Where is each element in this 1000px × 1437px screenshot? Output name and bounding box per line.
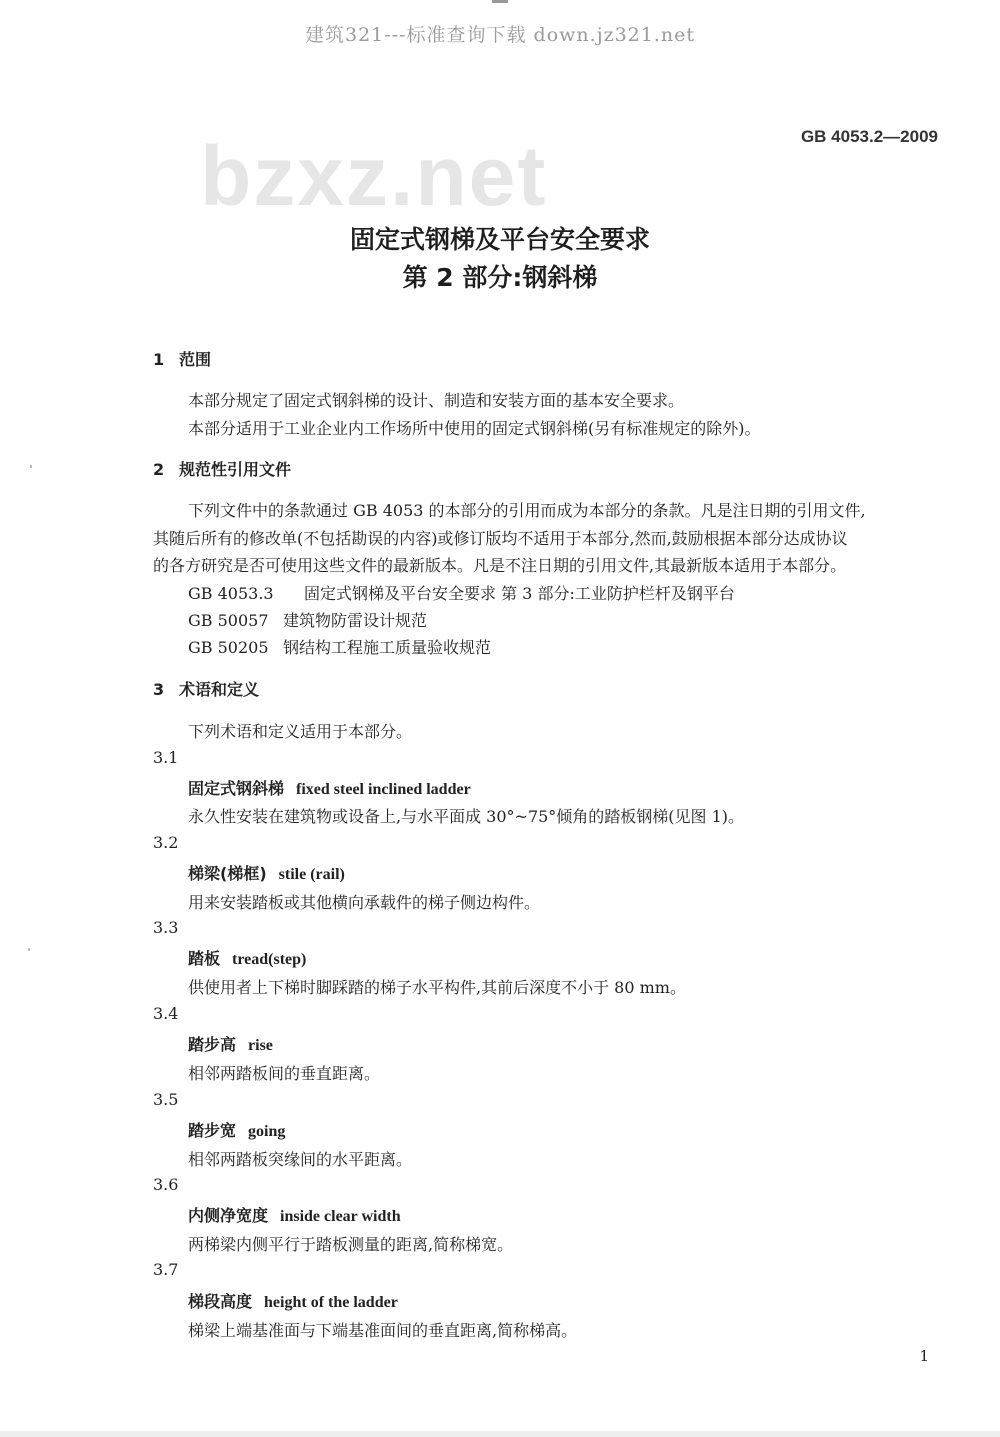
- term-definition: 梯梁上端基准面与下端基准面间的垂直距离,简称梯高。: [188, 1321, 578, 1340]
- clause-number: 3.3: [153, 918, 179, 937]
- scan-mark: [492, 0, 508, 3]
- term-definition: 相邻两踏板间的垂直距离。: [188, 1064, 381, 1083]
- section-title: 范围: [179, 350, 212, 369]
- term-chinese: 踏步宽: [188, 1121, 237, 1140]
- term-entry: [188, 946, 306, 969]
- reference-title: 固定式钢梯及平台安全要求 第 3 部分:工业防护栏杆及钢平台: [304, 584, 735, 603]
- section-number: 1: [153, 350, 165, 369]
- term-definition: 两梯梁内侧平行于踏板测量的距离,简称梯宽。: [188, 1235, 514, 1254]
- section-1-paragraph-2: 本部分适用于工业企业内工作场所中使用的固定式钢斜梯(另有标准规定的除外)。: [188, 419, 761, 438]
- reference-row: [188, 608, 427, 631]
- term-chinese: 内侧净宽度: [188, 1206, 269, 1225]
- term-definition: 用来安装踏板或其他横向承载件的梯子侧边构件。: [188, 893, 541, 912]
- clause-number: 3.1: [153, 748, 179, 767]
- term-english: rise: [248, 1037, 273, 1054]
- section-1-heading: [153, 347, 211, 370]
- scan-speck: [28, 948, 30, 951]
- watermark: bzxz.net: [200, 129, 548, 223]
- clause-number: 3.4: [153, 1004, 179, 1023]
- section-2-heading: [153, 457, 291, 480]
- section-3-intro: 下列术语和定义适用于本部分。: [188, 722, 413, 741]
- reference-row: [188, 635, 491, 658]
- term-english: going: [248, 1123, 286, 1140]
- term-entry: [188, 776, 471, 799]
- standard-number: GB 4053.2—2009: [800, 127, 938, 146]
- clause-number: 3.2: [153, 833, 179, 852]
- term-definition: 相邻两踏板突缘间的水平距离。: [188, 1150, 413, 1169]
- section-number: 2: [153, 460, 165, 479]
- page-bottom-edge: [0, 1431, 1000, 1437]
- term-entry: [188, 1289, 398, 1312]
- section-2-paragraph-line-3: 的各方研究是否可使用这些文件的最新版本。凡是不注日期的引用文件,其最新版本适用于本部分。: [153, 556, 847, 575]
- term-chinese: 梯段高度: [188, 1292, 253, 1311]
- term-entry: [188, 1032, 273, 1055]
- document-title: 固定式钢梯及平台安全要求: [349, 225, 650, 254]
- term-english: stile (rail): [278, 866, 345, 883]
- page-number: 1: [919, 1347, 929, 1365]
- section-number: 3: [153, 680, 165, 699]
- term-chinese: 踏板: [188, 949, 221, 968]
- term-chinese: 梯梁(梯框): [188, 864, 267, 883]
- section-3-heading: [153, 677, 259, 700]
- term-definition: 供使用者上下梯时脚踩踏的梯子水平构件,其前后深度不小于 80 mm。: [188, 978, 686, 997]
- term-chinese: 踏步高: [188, 1035, 237, 1054]
- reference-row: [188, 581, 735, 604]
- section-title: 术语和定义: [179, 680, 260, 699]
- reference-title: 建筑物防雷设计规范: [283, 611, 428, 630]
- section-2-paragraph-line-1: 下列文件中的条款通过 GB 4053 的本部分的引用而成为本部分的条款。凡是注日期的引用文件,: [188, 501, 866, 520]
- term-chinese: 固定式钢斜梯: [188, 779, 285, 798]
- term-entry: [188, 861, 345, 884]
- clause-number: 3.7: [153, 1260, 179, 1279]
- site-header-line[interactable]: 建筑321---标准查询下载 down.jz321.net: [304, 24, 696, 46]
- term-english: tread(step): [232, 951, 307, 968]
- scan-speck: [30, 465, 32, 468]
- term-english: inside clear width: [280, 1208, 401, 1225]
- term-definition: 永久性安装在建筑物或设备上,与水平面成 30°~75°倾角的踏板钢梯(见图 1)。: [188, 807, 745, 826]
- reference-code: GB 4053.3: [188, 584, 274, 603]
- reference-code: GB 50057: [188, 611, 269, 630]
- clause-number: 3.5: [153, 1090, 179, 1109]
- reference-code: GB 50205: [188, 638, 269, 657]
- section-1-paragraph-1: 本部分规定了固定式钢斜梯的设计、制造和安装方面的基本安全要求。: [188, 391, 685, 410]
- section-2-paragraph-line-2: 其随后所有的修改单(不包括勘误的内容)或修订版均不适用于本部分,然而,鼓励根据本部分达成协议: [153, 529, 848, 548]
- term-english: height of the ladder: [264, 1294, 398, 1311]
- term-entry: [188, 1118, 285, 1141]
- reference-title: 钢结构工程施工质量验收规范: [283, 638, 492, 657]
- term-english: fixed steel inclined ladder: [296, 781, 471, 798]
- section-title: 规范性引用文件: [179, 460, 292, 479]
- term-entry: [188, 1203, 401, 1226]
- clause-number: 3.6: [153, 1175, 179, 1194]
- document-subtitle: 第 2 部分:钢斜梯: [402, 263, 598, 292]
